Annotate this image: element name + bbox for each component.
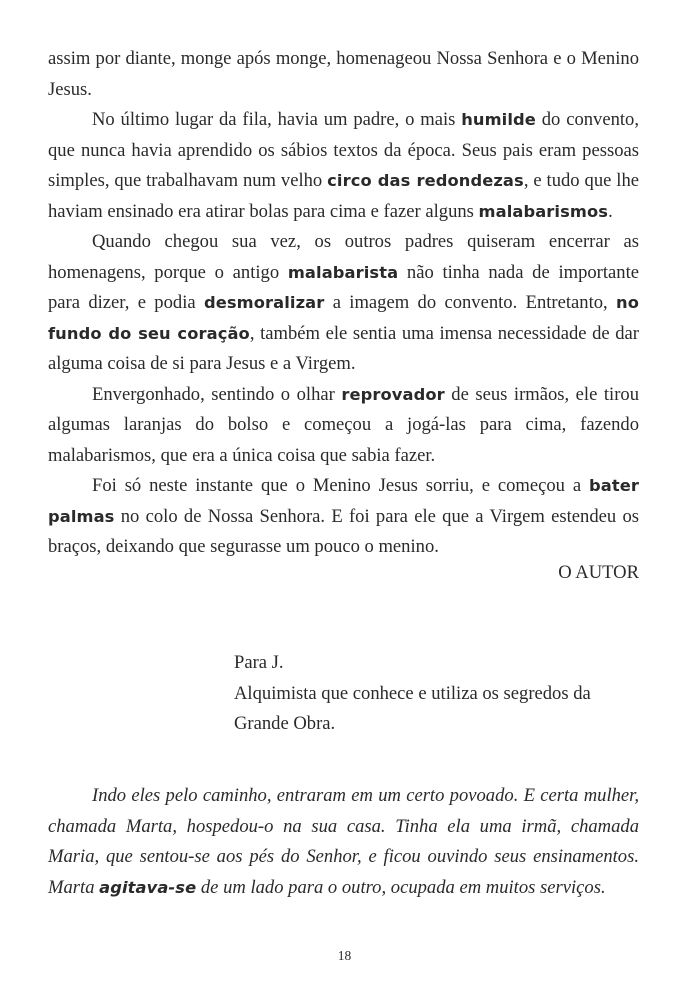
dedication: [234, 648, 644, 740]
emphasis-agitava-se: agitava-se: [99, 877, 197, 897]
emphasis-desmoralizar: desmoralizar: [203, 293, 325, 312]
epigraph: [48, 781, 639, 903]
emphasis-malabarismos: malabarismos: [478, 201, 609, 221]
emphasis-coracao: no fundo do seu coração: [48, 293, 639, 343]
dedication-text: Alquimista que conhece e utiliza os segredos da Grande Obra.: [234, 682, 591, 734]
emphasis-malabarista: malabarista: [287, 262, 399, 282]
emphasis-humilde: humilde: [461, 110, 536, 129]
paragraph-4: Envergonhado, sentindo o olhar reprovador de seus irmãos, ele tirou algumas laranjas do bolso e começou a jogá-las para cima, fazendo malabarismos, que era a única coisa que sabia fazer.: [48, 383, 639, 466]
dedication-recipient: Para J.: [234, 652, 284, 673]
paragraph-1: assim por diante, monge após monge, homenageou Nossa Senhora e o Menino Jesus.: [48, 48, 639, 100]
page-body: [48, 44, 639, 898]
paragraph-5: Foi só neste instante que o Menino Jesus sorriu, e começou a bater palmas no colo de Nossa Senhora. E foi para ele que a Virgem estendeu os braços, deixando que segurasse um pouco o menino.: [48, 475, 639, 557]
paragraph-3: Quando chegou sua vez, os outros padres quiseram encerrar as homenagens, porque o antigo malabarista não tinha nada de importante para dizer, e podia desmoralizar a imagem do convento. Entretanto, no fundo do seu coração, também ele sentia uma imensa necessidade de dar alguma coisa de si para Jesus e a Virgem.: [48, 231, 639, 374]
epigraph-text: Indo eles pelo caminho, entraram em um certo povoado. E certa mulher, chamada Marta, hospedou-o na sua casa. Tinha ela uma irmã, chamada Maria, que sentou-se aos pés do Senhor, e ficou ouvindo seus ensinamentos. Marta agitava-se de um lado para o outro, ocupada em muitos serviços.: [48, 785, 639, 898]
page-number: 18: [337, 948, 352, 963]
emphasis-reprovador: reprovador: [341, 384, 445, 404]
emphasis-bater-palmas: bater palmas: [48, 476, 639, 526]
emphasis-circo: circo das redondezas: [327, 171, 524, 190]
paragraph-2: No último lugar da fila, havia um padre, o mais humilde do convento, que nunca havia aprendido os sábios textos da época. Seus pais eram pessoas simples, que trabalhavam num velho circo das redondezas, e tudo que lhe haviam ensinado era atirar bolas para cima e fazer alguns malabarismos.: [48, 109, 639, 222]
author-signature: O AUTOR: [558, 562, 639, 583]
